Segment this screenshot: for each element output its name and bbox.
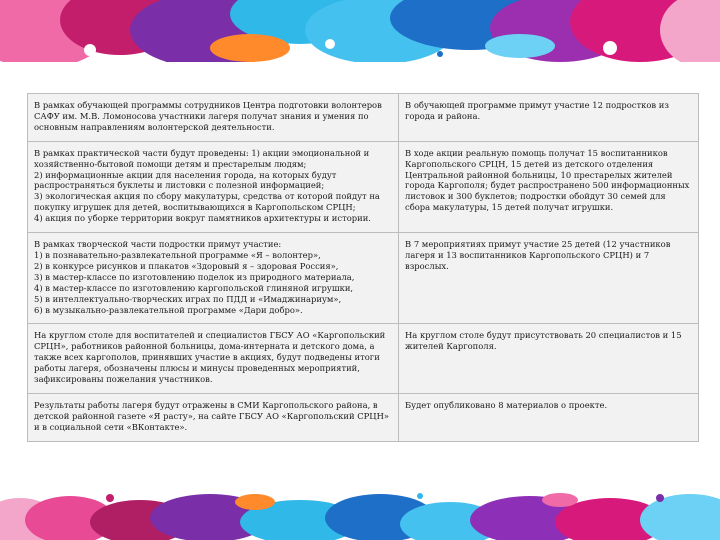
activity-text: Результаты работы лагеря будут отражены в СМИ Каргопольского района, в детской районной газете «Я расту», на сайте ГБСУ АО «Каргопольский СРЦН» и в социальной сети «ВКонтакте». xyxy=(34,399,390,432)
activity-text: На круглом столе для воспитателей и специалистов ГБСУ АО «Каргопольский СРЦН», работников районной больницы, дома-интерната и детского дома, а также всех каргополов, принявших участие в акциях, будут подведены итоги работы лагеря, обозначены плюсы и минусы проведенных мероприятий, зафиксированы пожелания участников. xyxy=(34,330,386,385)
result-cell xyxy=(399,393,699,441)
table-row xyxy=(28,324,699,394)
activity-cell xyxy=(28,393,399,441)
result-text: На круглом столе будут присутствовать 20 специалистов и 15 жителей Каргополя. xyxy=(405,330,682,352)
activity-cell xyxy=(28,233,399,324)
result-text: В ходе акции реальную помощь получат 15 воспитанников Каргопольского СРЦН, 15 детей из детского отделения Центральной районной больницы, 10 престарелых жителей города Каргополя; будет распространено 500 информационных листовок и 300 буклетов; подростки обойдут 30 семей для сбора макулатуры, 15 детей получат игрушки. xyxy=(405,147,690,213)
activity-cell xyxy=(28,94,399,142)
table-row xyxy=(28,141,699,232)
top-paint-splash-banner xyxy=(0,0,720,62)
result-text: В обучающей программе примут участие 12 подростков из города и района. xyxy=(405,100,669,121)
result-text: Будет опубликовано 8 материалов о проекте. xyxy=(405,399,608,410)
activity-text: В рамках обучающей программы сотрудников Центра подготовки волонтеров САФУ им. М.В. Ломоносова участники лагеря получат знания и умения по основным направлениям волонтерской деятельности. xyxy=(34,100,382,132)
table-row xyxy=(28,393,699,441)
activity-cell xyxy=(28,324,399,394)
bottom-paint-splash-banner xyxy=(0,490,720,540)
activity-text: В рамках творческой части подростки примут участие: 1) в познавательно-развлекательной программе «Я – волонтер», 2) в конкурсе рисунков и плакатов «Здоровый я – здоровая Россия», 3) в мастер-классе по изготовлению поделок из природного материала, 4) в мастер-классе по изготовлению каргопольской глиняной игрушки, 5) в интеллектуально-творческих играх по ПДД и «Имаджинариум», 6) в музыкально-развлекательной программе «Дари добро». xyxy=(34,239,355,315)
result-cell xyxy=(399,94,699,142)
result-cell xyxy=(399,141,699,232)
project-results-table xyxy=(27,93,692,442)
result-cell xyxy=(399,233,699,324)
table-row xyxy=(28,94,699,142)
activity-cell xyxy=(28,141,399,232)
result-text: В 7 мероприятиях примут участие 25 детей (12 участников лагеря и 13 воспитанников Каргопольского СРЦН) и 7 взрослых. xyxy=(405,239,671,271)
table-row xyxy=(28,233,699,324)
result-cell xyxy=(399,324,699,394)
activity-text: В рамках практической части будут проведены: 1) акции эмоциональной и хозяйственно-бытовой помощи детям и престарелым людям; 2) информационные акции для населения города, на которых будут распространяться буклеты и листовки с полезной информацией; 3) экологическая акция по сбору макулатуры, средства от которой пойдут на покупку игрушек для детей, воспитывающихся в Каргопольском СРЦН; 4) акция по уборке территории вокруг памятников архитектуры и истории. xyxy=(34,147,380,224)
